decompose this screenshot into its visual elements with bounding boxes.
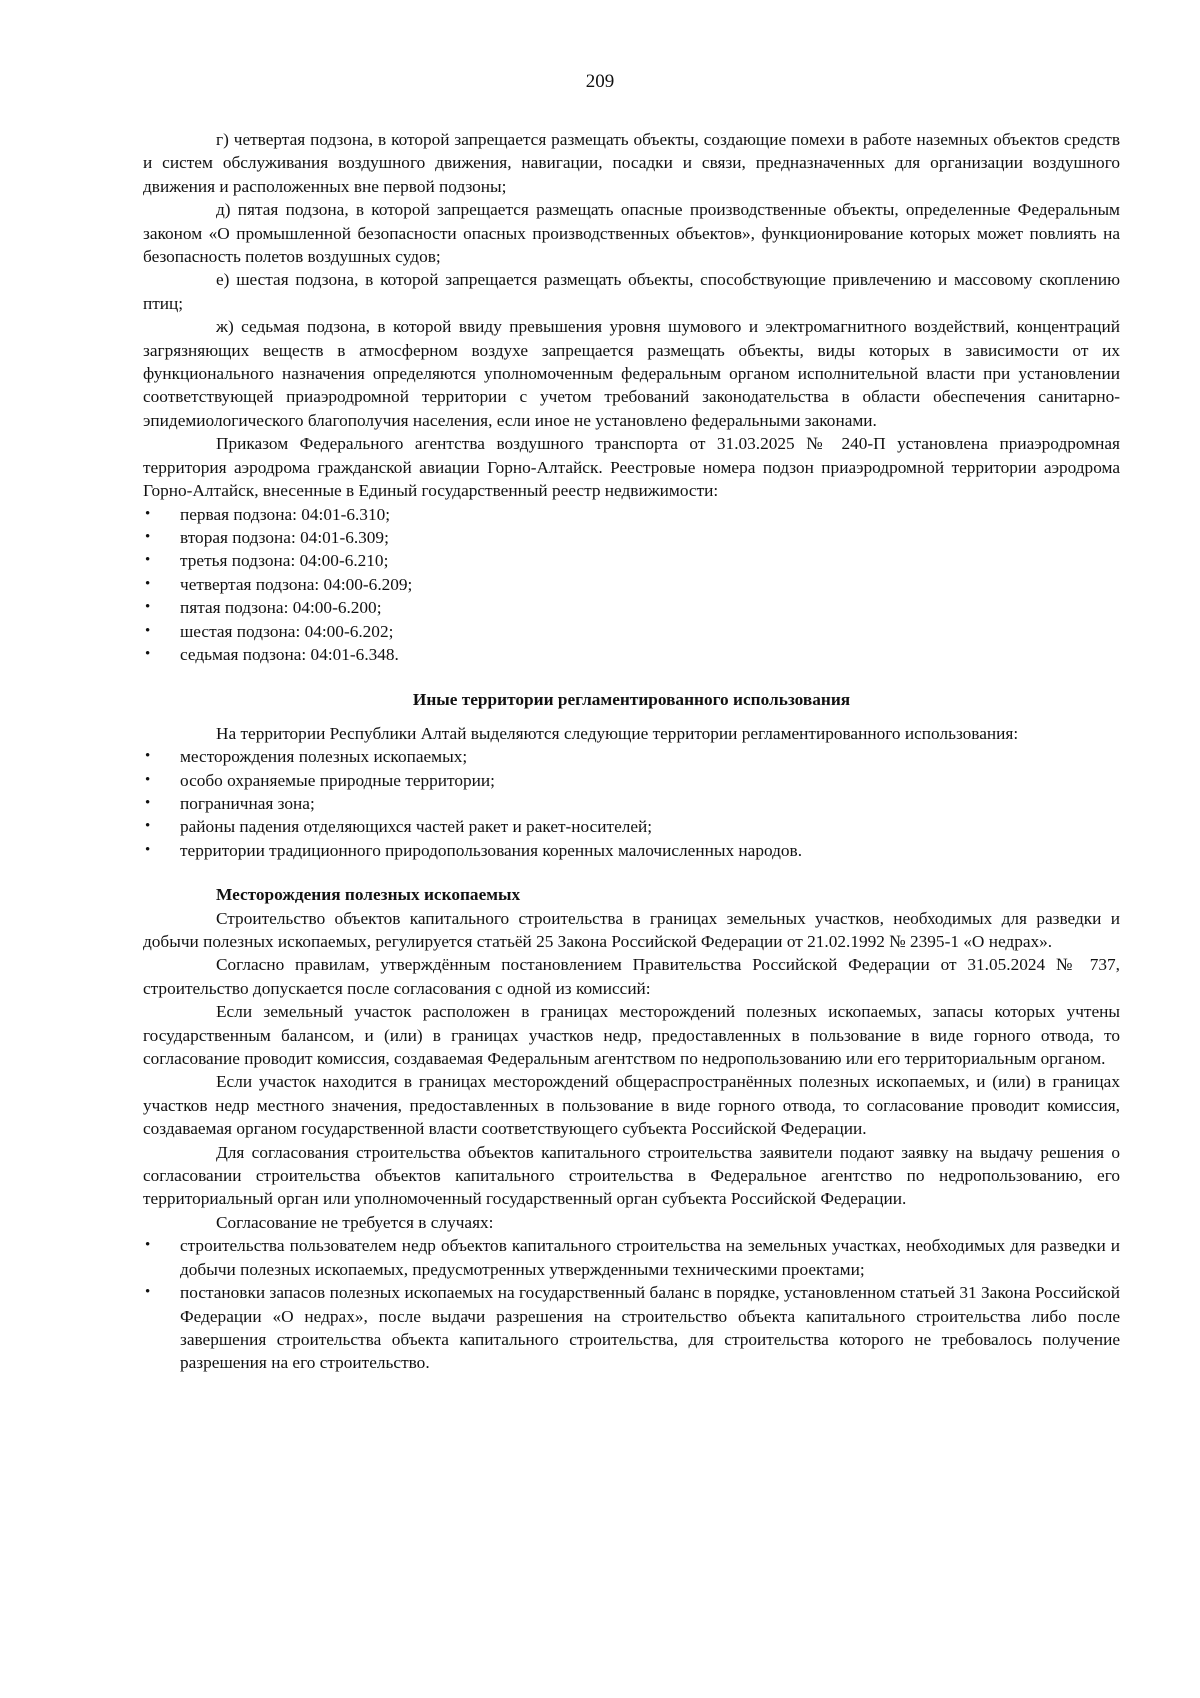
list-item: • вторая подзона: 04:01-6.309;: [143, 526, 1120, 549]
paragraph-deposits: Согласование не требуется в случаях:: [216, 1212, 494, 1232]
paragraph-deposits: Строительство объектов капитального строительства в границах земельных участков, необходимых для разведки и добычи полезных ископаемых, регулируется статьёй 25 Закона Российской Федерации от 21.02.1992 № 2395-1 «О недрах».: [143, 908, 1120, 951]
other-territories-list: [143, 745, 1120, 862]
list-item: • четвертая подзона: 04:00-6.209;: [143, 573, 1120, 596]
list-item: • шестая подзона: 04:00-6.202;: [143, 620, 1120, 643]
paragraph-subzone-6: е) шестая подзона, в которой запрещается размещать объекты, способствующие привлечению и массовому скоплению птиц;: [143, 270, 1120, 313]
list-item: • постановки запасов полезных ископаемых на государственный баланс в порядке, установленном статьей 31 Закона Российской Федерации «О недрах», после выдачи разрешения на строительство объекта капитального строительства либо после завершения строительства объекта капитального строительства, для строительства которого не требовалось получение разрешения на его строительство.: [145, 1283, 1120, 1373]
bullet-icon: •: [145, 1237, 151, 1254]
section-heading-deposits: Месторождения полезных ископаемых: [216, 885, 521, 905]
list-item: • территории традиционного природопользования коренных малочисленных народов.: [143, 839, 1120, 862]
paragraph-deposits: Согласно правилам, утверждённым постановлением Правительства Российской Федерации от 31.05.2024 № 737, строительство допускается после согласования с одной из комиссий:: [143, 955, 1120, 998]
paragraph-deposits: Если участок находится в границах месторождений общераспространённых полезных ископаемых, и (или) в границах участков недр местного значения, предоставленных в пользование в виде горного отвода, то согласование проводит комиссия, создаваемая органом государственной власти соответствующего субъекта Российской Федерации.: [143, 1072, 1120, 1139]
bullet-icon: •: [145, 794, 151, 811]
paragraph-subzone-4: г) четвертая подзона, в которой запрещается размещать объекты, создающие помехи в работе наземных объектов средств и систем обслуживания воздушного движения, навигации, посадки и связи, предназначенных для организации воздушного движения и расположенных вне первой подзоны;: [143, 130, 1120, 196]
bullet-icon: •: [145, 818, 151, 835]
list-item: • районы падения отделяющихся частей ракет и ракет-носителей;: [143, 815, 1120, 838]
bullet-icon: •: [145, 771, 151, 788]
bullet-icon: •: [145, 528, 151, 545]
bullet-icon: •: [145, 748, 151, 765]
subzones-list: [143, 503, 1120, 667]
list-item: • пятая подзона: 04:00-6.200;: [143, 596, 1120, 619]
bullet-icon: •: [145, 841, 151, 858]
list-item: • первая подзона: 04:01-6.310;: [143, 503, 1120, 526]
bullet-icon: •: [145, 645, 151, 662]
bullet-icon: •: [145, 552, 151, 569]
document-body: [143, 128, 1120, 1375]
page-number: 209: [585, 71, 615, 92]
list-item: • седьмая подзона: 04:01-6.348.: [143, 643, 1120, 666]
bullet-icon: •: [145, 622, 151, 639]
bullet-icon: •: [145, 1284, 151, 1301]
paragraph-subzone-5: д) пятая подзона, в которой запрещается размещать опасные производственные объекты, определенные Федеральным законом «О промышленной безопасности опасных производственных объектов», функционирование которых может повлиять на безопасность полетов воздушных судов;: [143, 200, 1120, 267]
list-item: • третья подзона: 04:00-6.210;: [143, 549, 1120, 572]
list-item: • месторождения полезных ископаемых;: [143, 745, 1120, 768]
bullet-icon: •: [145, 599, 151, 616]
bullet-icon: •: [145, 505, 151, 522]
list-item: • особо охраняемые природные территории;: [143, 769, 1120, 792]
paragraph-other-intro: На территории Республики Алтай выделяются следующие территории регламентированного использования:: [216, 723, 1019, 743]
section-heading-other-territories: Иные территории регламентированного использования: [412, 690, 851, 710]
list-item: • пограничная зона;: [143, 792, 1120, 815]
list-item: • строительства пользователем недр объектов капитального строительства на земельных участках, необходимых для разведки и добычи полезных ископаемых, предусмотренных утвержденными техническими проектами;: [145, 1236, 1120, 1279]
paragraph-order: Приказом Федерального агентства воздушного транспорта от 31.03.2025 № 240-П установлена приаэродромная территория аэродрома гражданской авиации Горно-Алтайск. Реестровые номера подзон приаэродромной территории аэродрома Горно-Алтайск, внесенные в Единый государственный реестр недвижимости:: [143, 434, 1120, 501]
cases-list: [143, 1234, 1120, 1374]
paragraph-deposits: Если земельный участок расположен в границах месторождений полезных ископаемых, запасы которых учтены государственным балансом, и (или) в границах участков недр, предоставленных в пользование в виде горного отвода, то согласование проводит комиссия, создаваемая Федеральным агентством по недропользованию или его территориальным органом.: [143, 1002, 1120, 1069]
bullet-icon: •: [145, 575, 151, 592]
paragraph-subzone-7: ж) седьмая подзона, в которой ввиду превышения уровня шумового и электромагнитного воздействий, концентраций загрязняющих веществ в атмосферном воздухе запрещается размещать объекты, виды которых в зависимости от их функционального назначения определяются уполномоченным федеральным органом исполнительной власти при установлении соответствующей приаэродромной территории с учетом требований законодательства в области обеспечения санитарно-эпидемиологического благополучия населения, если иное не установлено федеральными законами.: [143, 317, 1120, 430]
paragraph-deposits: Для согласования строительства объектов капитального строительства заявители подают заявку на выдачу решения о согласовании строительства объектов капитального строительства в Федеральное агентство по недропользованию, его территориальный орган или уполномоченный государственный орган субъекта Российской Федерации.: [143, 1142, 1120, 1209]
